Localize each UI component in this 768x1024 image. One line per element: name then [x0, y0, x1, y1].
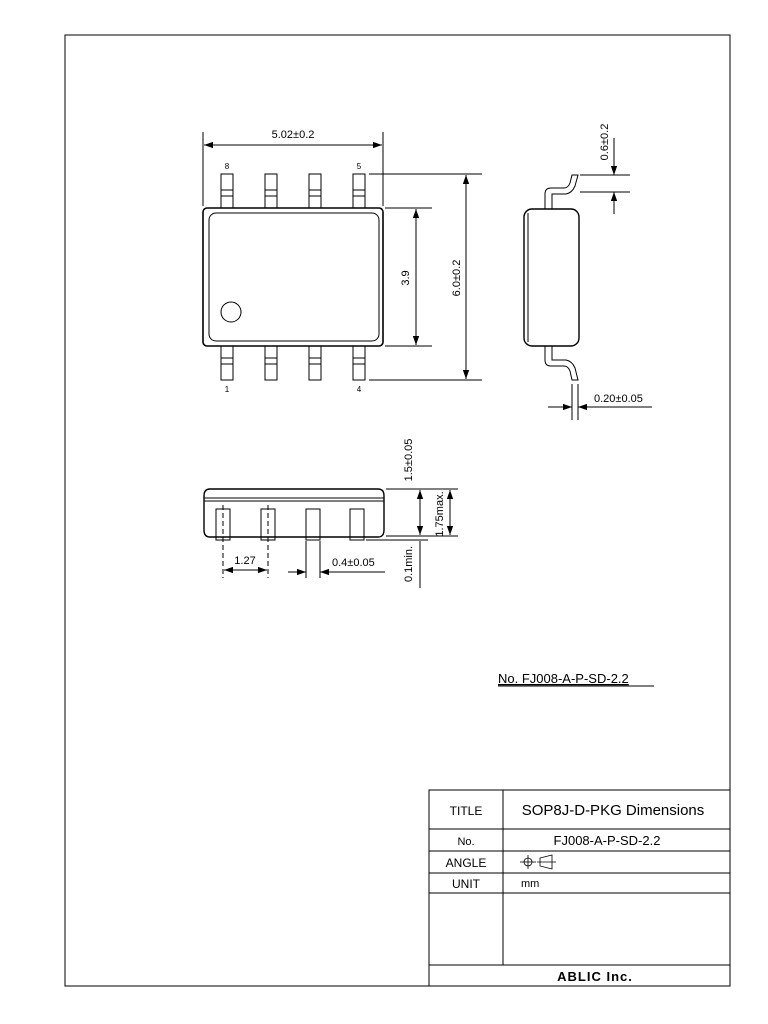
- lead-width-label: 0.4±0.05: [332, 557, 375, 569]
- pitch-label: 1.27: [234, 555, 256, 567]
- front-view: [204, 489, 458, 588]
- side-upper-lead: [545, 175, 578, 209]
- company-name: ABLIC Inc.: [557, 969, 633, 984]
- side-lower-lead: [545, 346, 578, 380]
- lower-leads: [221, 344, 365, 380]
- no-label: No.: [457, 836, 475, 848]
- package-body-outer: [203, 208, 383, 346]
- body-height-label: 1.5±0.05: [403, 438, 415, 482]
- top-view: [203, 132, 482, 380]
- side-view: [524, 138, 652, 420]
- pin-label-8: 8: [224, 162, 230, 171]
- body-width-label: 5.02±0.2: [271, 129, 315, 141]
- side-body: [524, 209, 579, 346]
- overall-length-label: 6.0±0.2: [451, 259, 463, 297]
- body-length-label: 3.9: [400, 270, 412, 286]
- lead-thickness-label: 0.20±0.05: [594, 393, 643, 405]
- unit-value: mm: [521, 878, 540, 890]
- third-angle-projection-icon: [520, 855, 556, 869]
- lead-standoff-label: 0.6±0.2: [599, 123, 611, 161]
- front-body: [204, 489, 384, 537]
- pin-label-1: 1: [224, 385, 230, 394]
- upper-leads: [221, 174, 365, 210]
- unit-label: UNIT: [452, 877, 480, 891]
- pin-label-4: 4: [356, 385, 362, 394]
- drawing-number: No. FJ008-A-P-SD-2.2: [498, 671, 629, 686]
- title-value: SOP8J-D-PKG Dimensions: [521, 802, 705, 819]
- pin-label-5: 5: [356, 162, 362, 171]
- min-standoff-label: 0.1min.: [403, 545, 415, 583]
- angle-label: ANGLE: [445, 856, 487, 870]
- title-label: TITLE: [449, 804, 483, 818]
- no-value: FJ008-A-P-SD-2.2: [553, 833, 661, 848]
- max-height-label: 1.75max.: [434, 491, 446, 537]
